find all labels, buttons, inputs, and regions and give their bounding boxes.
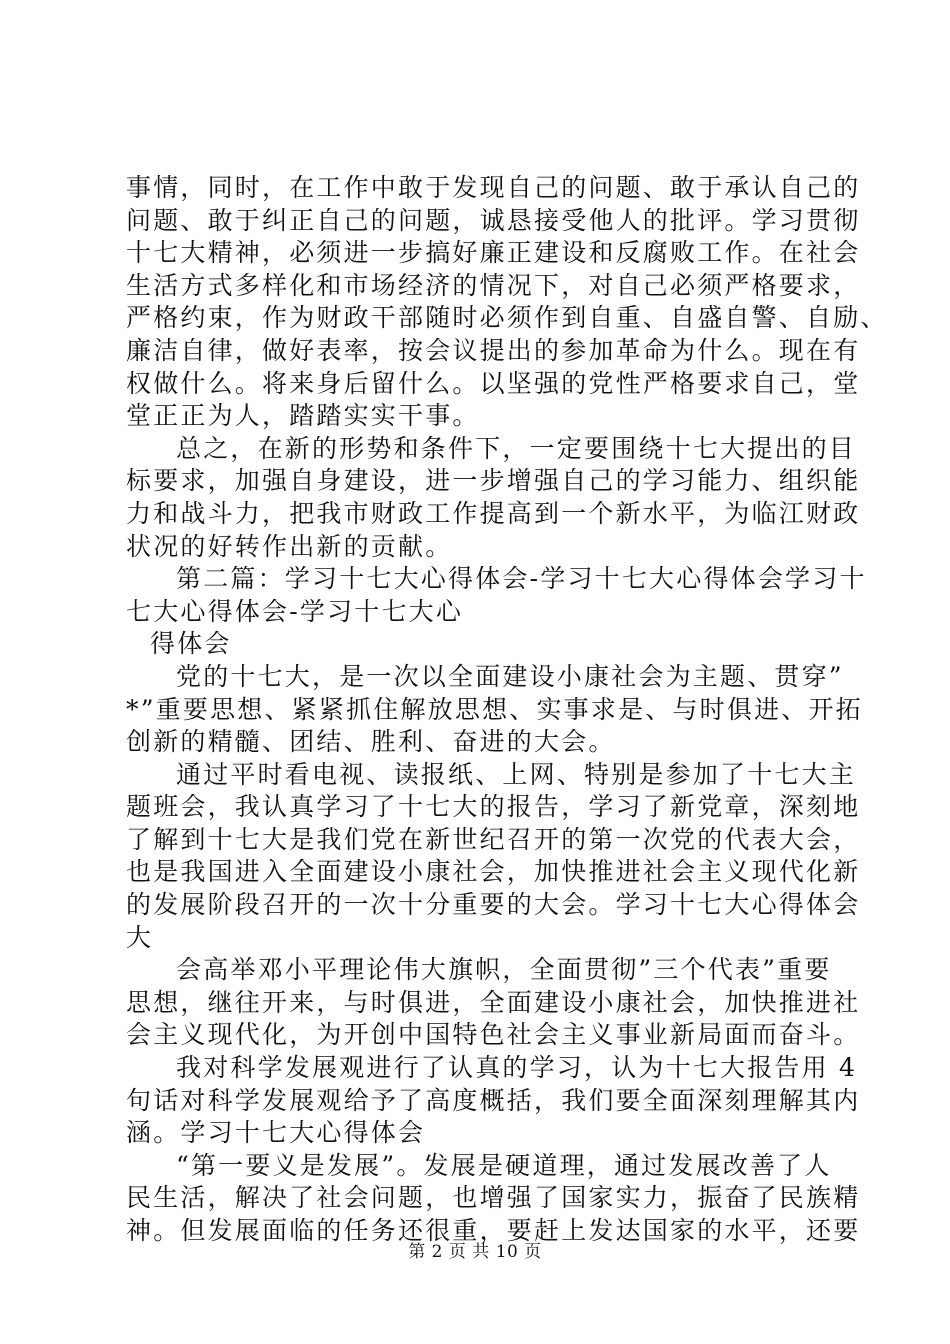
text-line: 堂正正为人，踏踏实实干事。 (126, 401, 480, 431)
text-line: 的发展阶段召开的一次十分重要的大会。学习十七大心得体会 (126, 890, 861, 920)
text-line: 生活方式多样化和市场经济的情况下，对自己必须严格要求， (126, 270, 861, 300)
text-line: 得体会 (150, 629, 232, 659)
document-body (126, 172, 888, 1248)
text-line: 创新的精髓、团结、胜利、奋进的大会。 (126, 727, 616, 757)
text-line: 神。但发展面临的任务还很重，要赶上发达国家的水平，还要 (126, 1216, 861, 1245)
text-line: 了解到十七大是我们党在新世纪召开的第一次党的代表大会， (126, 824, 861, 854)
text-line: 党的十七大，是一次以全面建设小康社会为主题、贯穿” (176, 661, 844, 691)
text-line: 会主义现代化，为开创中国特色社会主义事业新局面而奋斗。 (126, 1020, 861, 1050)
text-line: 大 (126, 922, 154, 952)
text-line: 状况的好转作出新的贡献。 (126, 531, 453, 561)
text-line: 民生活，解决了社会问题，也增强了国家实力，振奋了民族精 (126, 1183, 861, 1213)
text-line: 思想，继往开来，与时俱进，全面建设小康社会，加快推进社 (126, 987, 861, 1017)
text-line: 十七大精神，必须进一步搞好廉正建设和反腐败工作。在社会 (126, 238, 861, 268)
text-line: 廉洁自律，做好表率，按会议提出的参加革命为什么。现在有 (126, 335, 861, 365)
text-line: 第二篇：学习十七大心得体会-学习十七大心得体会学习十 (176, 564, 867, 594)
text-line: 七大心得体会-学习十七大心 (126, 596, 464, 626)
text-line: “第一要义是发展”。发展是硬道理，通过发展改善了人 (176, 1150, 832, 1180)
text-line: 会高举邓小平理论伟大旗帜，全面贯彻”三个代表”重要 (176, 955, 832, 985)
text-line: 题班会，我认真学习了十七大的报告，学习了新党章，深刻地 (126, 792, 861, 822)
text-line: 标要求，加强自身建设，进一步增强自己的学习能力、组织能 (126, 466, 861, 496)
text-line: 总之，在新的形势和条件下，一定要围绕十七大提出的目 (176, 433, 857, 463)
text-line: 通过平时看电视、读报纸、上网、特别是参加了十七大主 (176, 759, 857, 789)
text-line: 问题、敢于纠正自己的问题，诚恳接受他人的批评。学习贯彻 (126, 205, 861, 235)
text-line: 力和战斗力，把我市财政工作提高到一个新水平，为临江财政 (126, 498, 861, 528)
text-line: 也是我国进入全面建设小康社会，加快推进社会主义现代化新 (126, 857, 861, 887)
text-line: 句话对科学发展观给予了高度概括，我们要全面深刻理解其内 (126, 1085, 861, 1115)
page-footer: 第 2 页 共 10 页 (408, 1242, 542, 1262)
text-line: 涵。学习十七大心得体会 (126, 1118, 426, 1148)
text-line: *”重要思想、紧紧抓住解放思想、实事求是、与时俱进、开拓 (126, 694, 863, 724)
text-line: 严格约束，作为财政干部随时必须作到自重、自盛自警、自励、 (126, 303, 888, 333)
text-line: 权做什么。将来身后留什么。以坚强的党性严格要求自己，堂 (126, 368, 861, 398)
text-line: 我对科学发展观进行了认真的学习，认为十七大报告用 4 (176, 1053, 858, 1083)
text-line: 事情，同时，在工作中敢于发现自己的问题、敢于承认自己的 (126, 173, 861, 202)
